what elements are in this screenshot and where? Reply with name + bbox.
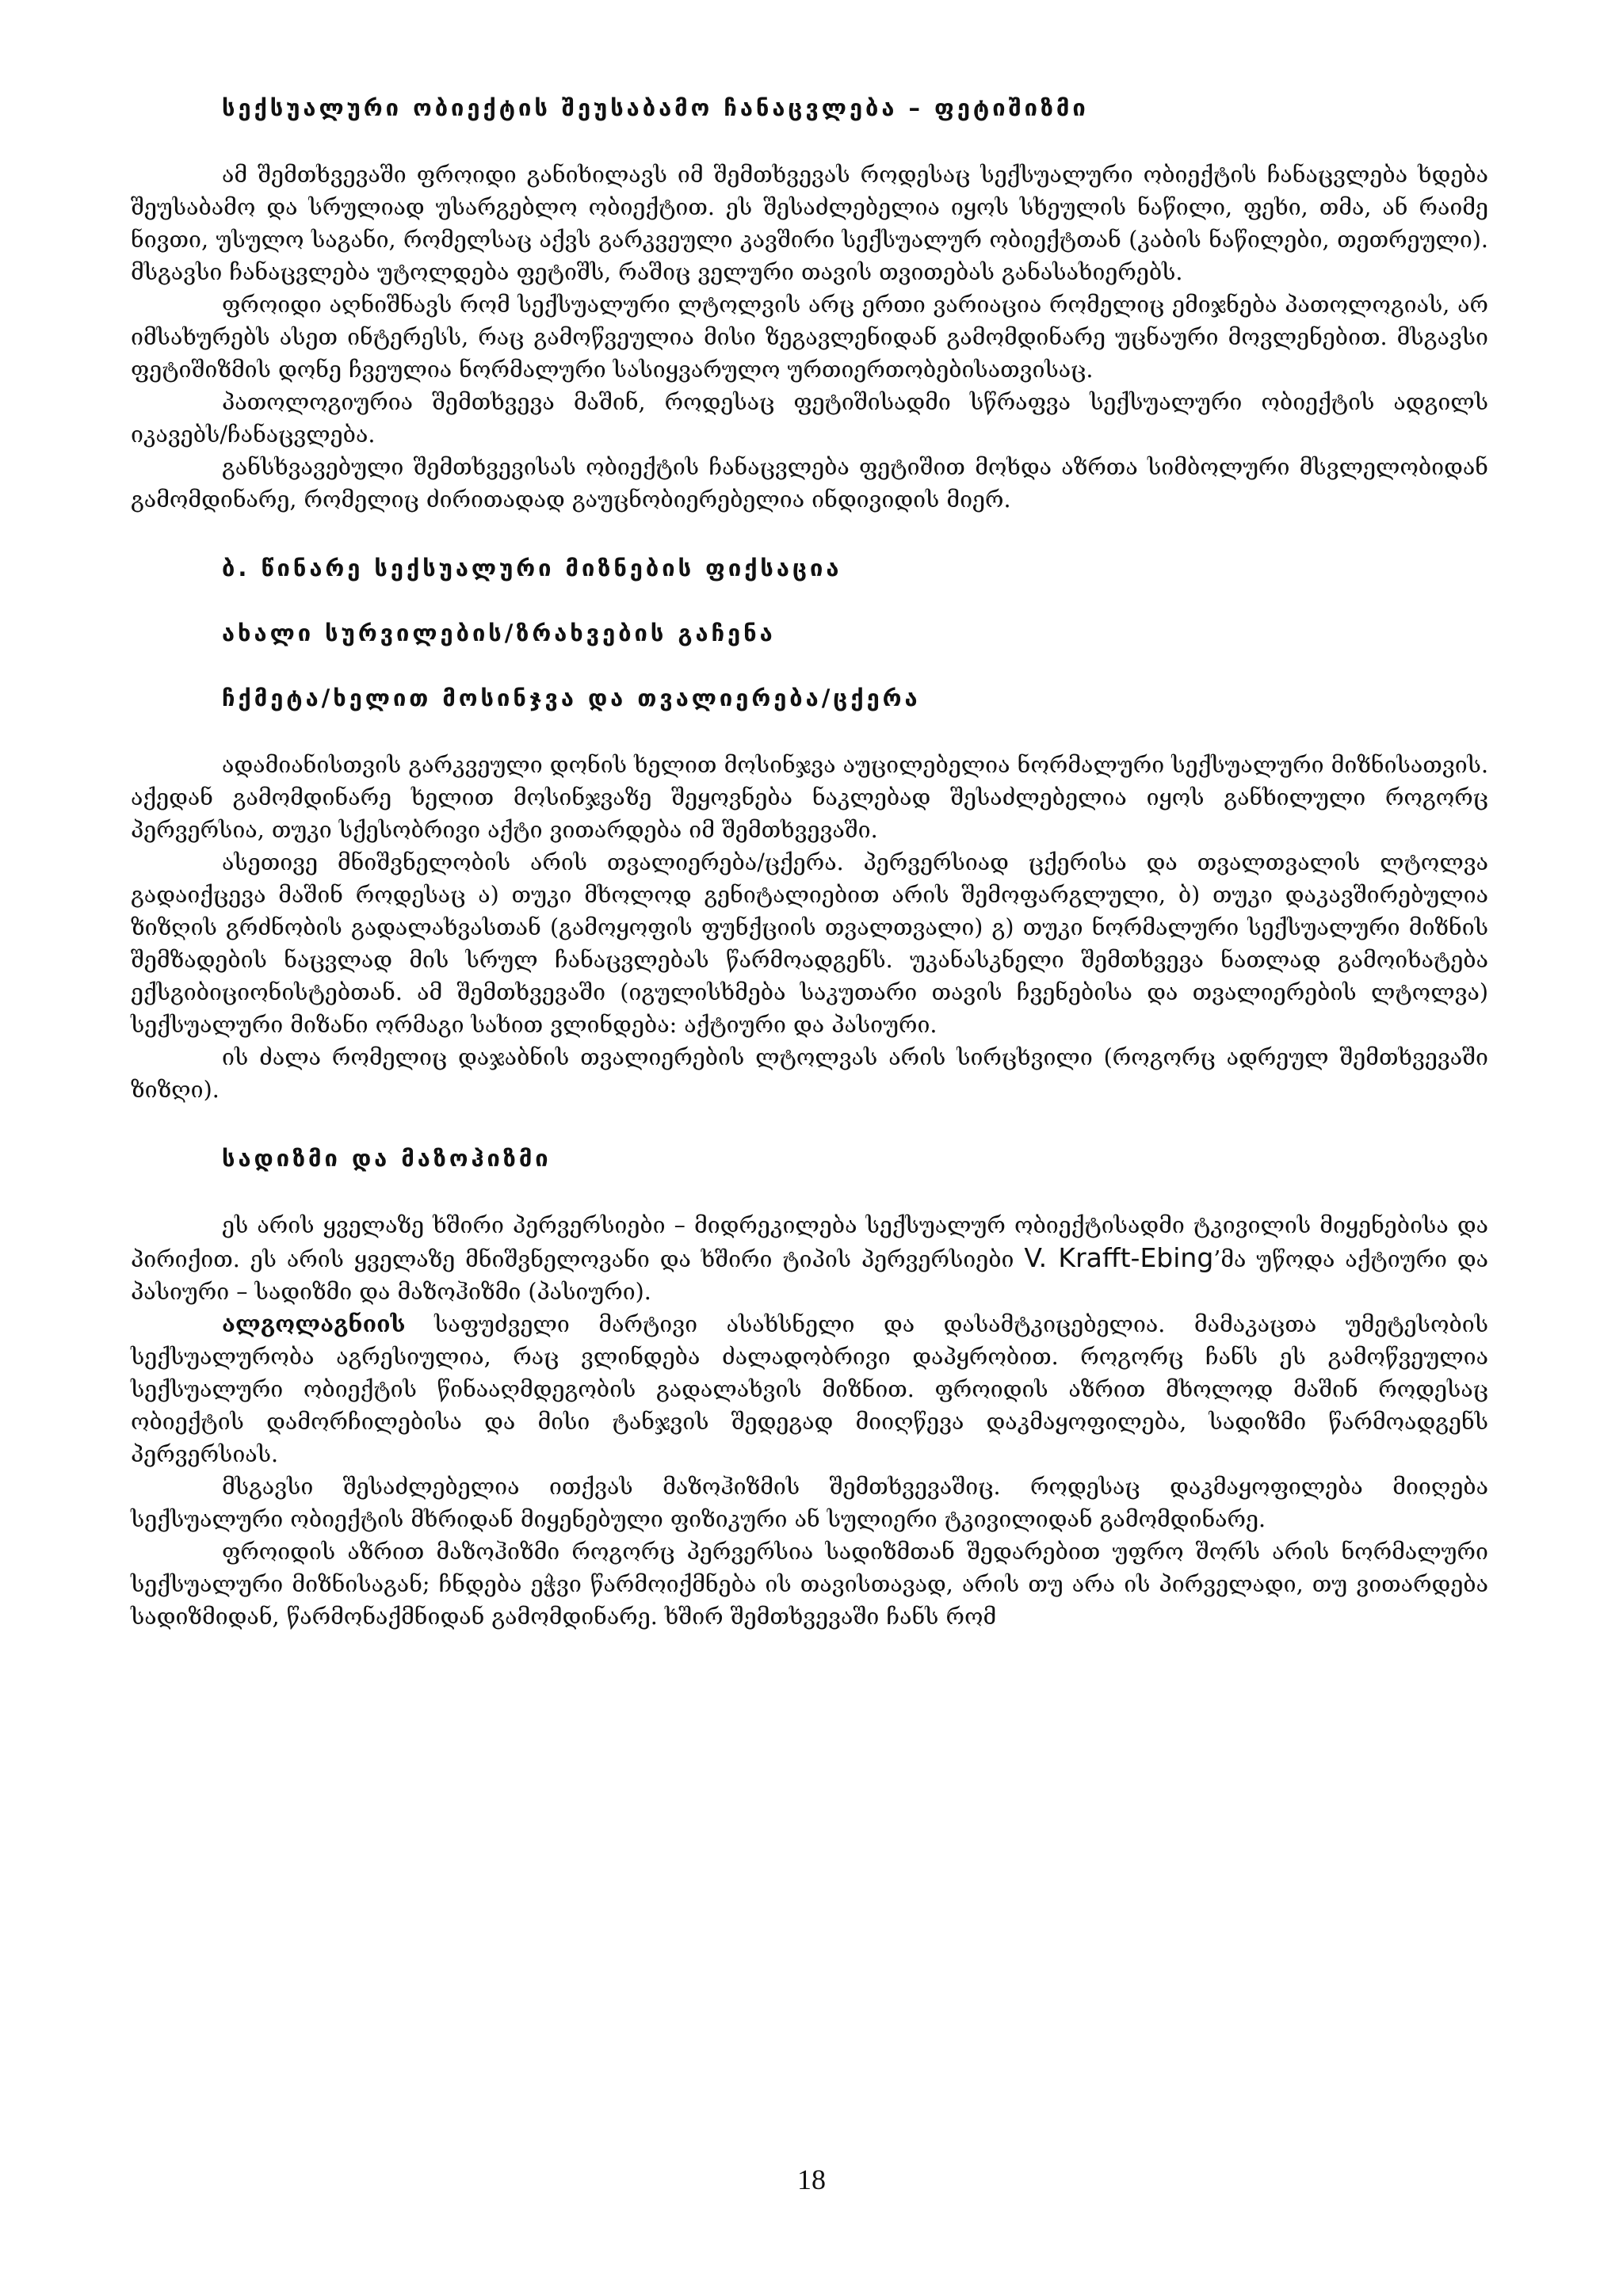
text-run: ეს არის ყველაზე ხშირი პერვერსიები – მიდრეკილება სექსუალურ ობიექტისადმი ტკივილის მიყენებისა და პირიქით. ეს არის ყველაზე მნიშვნელოვანი და ხშირი ტიპის პერვერსიები [131, 1212, 1488, 1272]
paragraph: განსხვავებული შემთხვევისას ობიექტის ჩანაცვლება ფეტიშით მოხდა აზრთა სიმბოლური მსვლელობიდან გამომდინარე, რომელიც ძირითადად გაუცნობიერებელია ინდივიდის მიერ. [131, 454, 1488, 513]
bold-term: ალგოლაგნიის [222, 1310, 406, 1337]
text-run: საფუძველი მარტივი ასახსნელი და დასამტკიცებელია. მამაკაცთა უმეტესობის სექსუალურობა აგრესიულია, რაც ვლინდება ძალადობრივი დაპყრობით. როგორც ჩანს ეს გამოწვეულია სექსუალური ობიექტის წინააღმდეგობის გადალახვის მიზნით. ფროიდის აზრით მხოლოდ მაშინ როდესაც ობიექტის დამორჩილებისა და მისი ტანჯვის შედეგად მიიღწევა დაკმაყოფილება, სადიზმი წარმოადგენს პერვერსიას. [131, 1311, 1488, 1467]
paragraph: მსგავსი შესაძლებელია ითქვას მაზოჰიზმის შემთხვევაშიც. როდესაც დაკმაყოფილება მიიღება სექსუალური ობიექტის მხრიდან მიყენებული ფიზიკური ან სულიერი ტკივილიდან გამომდინარე. [131, 1474, 1488, 1532]
page-number: 18 [797, 2164, 826, 2195]
paragraph: ფროიდის აზრით მაზოჰიზმი როგორც პერვერსია სადიზმთან შედარებით უფრო შორს არის ნორმალური სექსუალური მიზნისაგან; ჩნდება ეჭვი წარმოიქმნება ის თავისთავად, არის თუ არა ის პირველადი, თუ ვითარდება სადიზმიდან, წარმონაქმნიდან გამომდინარე. ხშირ შემთხვევაში ჩანს რომ [131, 1539, 1488, 1630]
paragraph: ადამიანისთვის გარკვეული დონის ხელით მოსინჯვა აუცილებელია ნორმალური სექსუალური მიზნისათვის. აქედან გამომდინარე ხელით მოსინჯვაზე შეყოვნება ნაკლებად შესაძლებელია იყოს განხილული როგორც პერვერსია, თუკი სქესობრივი აქტი ვითარდება იმ შემთხვევაში. [131, 752, 1488, 843]
paragraph: ამ შემთხვევაში ფროიდი განიხილავს იმ შემთხვევას როდესაც სექსუალური ობიექტის ჩანაცვლება ხდება შეუსაბამო და სრულიად უსარგებლო ობიექტით. ეს შესაძლებელია იყოს სხეულის ნაწილი, ფეხი, თმა, ან რაიმე ნივთი, უსულო საგანი, რომელსაც აქვს გარკვეული კავშირი სექსუალურ ობიექტთან (კაბის ნაწილები, თეთრეული). მსგავსი ჩანაცვლება უტოლდება ფეტიშს, რაშიც ველური თავის თვითებას განასახიერებს. [131, 162, 1488, 285]
section-heading-new-desires: ახალი სურვილების/ზრახვების გაჩენა [222, 620, 776, 646]
section-heading-touching-looking: ჩქმეტა/ხელით მოსინჯვა და თვალიერება/ცქერა [222, 685, 921, 711]
author-name: V. Krafft-Ebing [1024, 1242, 1214, 1273]
section-heading-fixation: ბ. წინარე სექსუალური მიზნების ფიქსაცია [222, 555, 842, 582]
paragraph: პათოლოგიურია შემთხვევა მაშინ, როდესაც ფეტიშისადმი სწრაფვა სექსუალური ობიექტის ადგილს იკავებს/ჩანაცვლება. [131, 389, 1488, 448]
paragraph: ის ძალა რომელიც დაჯაბნის თვალიერების ლტოლვას არის სირცხვილი (როგორც ადრეულ შემთხვევაში ზიზღი). [131, 1044, 1488, 1103]
paragraph [131, 1308, 1488, 1470]
paragraph: ფროიდი აღნიშნავს რომ სექსუალური ლტოლვის არც ერთი ვარიაცია რომელიც ემიჯნება პათოლოგიას, არ იმსახურებს ასეთ ინტერესს, რაც გამოწვეულია მისი ზეგავლენიდან გამომდინარე უცნაური მოვლენებით. მსგავსი ფეტიშიზმის დონე ჩვეულია ნორმალური სასიყვარულო ურთიერთობებისათვისაც. [131, 292, 1488, 383]
section-heading-fetishism: სექსუალური ობიექტის შეუსაბამო ჩანაცვლება – ფეტიშიზმი [222, 94, 1089, 121]
paragraph: ასეთივე მნიშვნელობის არის თვალიერება/ცქერა. პერვერსიად ცქერისა და თვალთვალის ლტოლვა გადაიქცევა მაშინ როდესაც ა) თუკი მხოლოდ გენიტალიებით არის შემოფარგლული, ბ) თუკი დაკავშირებულია ზიზღის გრძნობის გადალახვასთან (გამოყოფის ფუნქციის თვალთვალი) გ) თუკი ნორმალური სექსუალური მიზნის შემზადების ნაცვლად მის სრულ ჩანაცვლებას წარმოადგენს. უკანასკნელი შემთხვევა ნათლად გამოიხატება ექსგიბიციონისტებთან. ამ შემთხვევაში (იგულისხმება საკუთარი თავის ჩვენებისა და თვალიერების ლტოლვა) სექსუალური მიზანი ორმაგი სახით ვლინდება: აქტიური და პასიური. [131, 849, 1488, 1038]
section-heading-sadism-masochism: სადიზმი და მაზოჰიზმი [222, 1145, 552, 1172]
paragraph [131, 1209, 1488, 1308]
text-run: ’მა უწოდა აქტიური და პასიური – სადიზმი და მაზოჰიზმი (პასიური). [131, 1246, 1488, 1305]
